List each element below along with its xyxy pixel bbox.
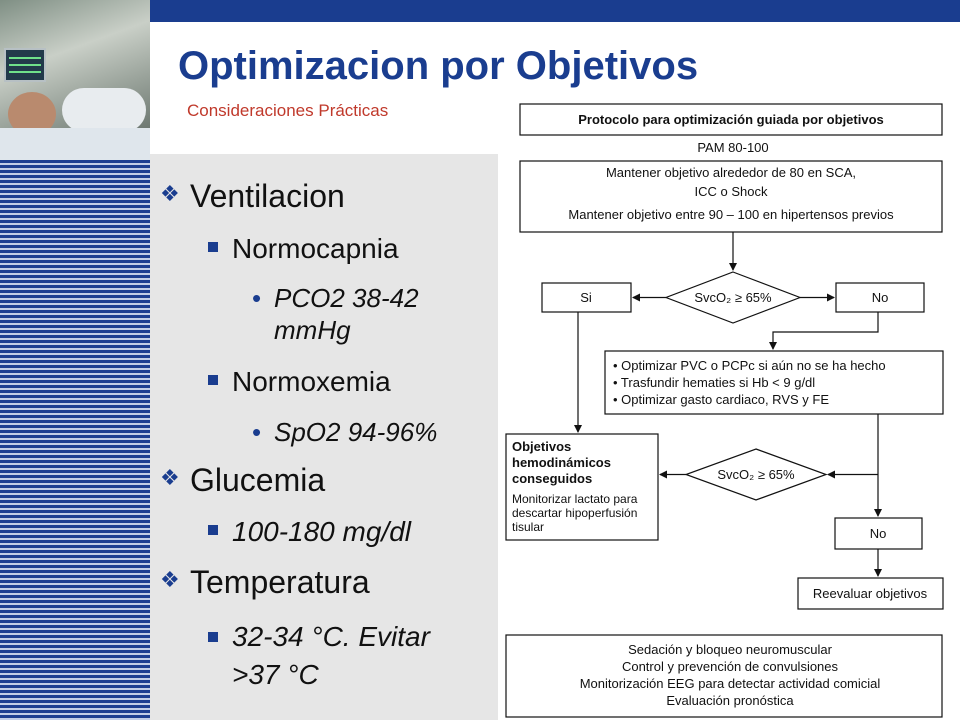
flowchart-title: Protocolo para optimización guiada por objetivos	[578, 112, 884, 127]
no-label: No	[871, 290, 889, 305]
arrow-no-to-actions	[773, 312, 878, 349]
reevaluate-label: Reevaluar objetivos	[812, 586, 928, 601]
diamond-bullet-icon: ❖	[160, 181, 180, 206]
final-line-3: Monitorización EEG para detectar actividad comicial	[579, 676, 881, 691]
slide-subtitle: Consideraciones Prácticas	[187, 101, 389, 120]
bullet-normocapnia-text: Normocapnia	[232, 233, 399, 264]
goals-title-1: Objetivos	[512, 439, 572, 454]
goals-text-2: descartar hipoperfusión	[512, 506, 638, 520]
bullet-normoxemia-text: Normoxemia	[232, 366, 391, 397]
action-line-3: • Optimizar gasto cardiaco, RVS y FE	[613, 392, 829, 407]
decision1-label: SvcO₂ ≥ 65%	[694, 290, 772, 305]
goals-text-3: tisular	[512, 520, 545, 534]
slide-title: Optimizacion por Objetivos	[178, 44, 699, 88]
bullet-glucemia-value-text: 100-180 mg/dl	[232, 516, 412, 547]
dot-bullet-icon: •	[252, 417, 262, 447]
bullet-temperatura-line1: 32-34 °C. Evitar	[232, 621, 430, 652]
pam-line-1: Mantener objetivo alrededor de 80 en SCA,	[605, 165, 857, 180]
bullet-temperatura-line2: >37 °C	[232, 659, 319, 690]
pam-line-2: ICC o Shock	[694, 184, 768, 199]
pam-line-3: Mantener objetivo entre 90 – 100 en hipertensos previos	[568, 207, 894, 222]
bullet-pco2-line2: mmHg	[274, 315, 351, 345]
goals-title-3: conseguidos	[512, 471, 593, 486]
bullet-ventilacion-text: Ventilacion	[190, 178, 345, 214]
action-line-1: • Optimizar PVC o PCPc si aún no se ha hecho	[613, 358, 886, 373]
final-line-4: Evaluación pronóstica	[666, 693, 794, 708]
bullet-spo2-text: SpO2 94-96%	[274, 417, 438, 447]
action-line-2: • Trasfundir hematies si Hb < 9 g/dl	[613, 375, 816, 390]
decision2-label: SvcO₂ ≥ 65%	[717, 467, 795, 482]
pam-label: PAM 80-100	[697, 140, 769, 155]
final-line-1: Sedación y bloqueo neuromuscular	[628, 642, 832, 657]
dot-bullet-icon: •	[252, 283, 262, 313]
goals-text-1: Monitorizar lactato para	[512, 492, 638, 506]
yes-label: Si	[580, 290, 592, 305]
diamond-bullet-icon: ❖	[160, 567, 180, 592]
no2-label: No	[869, 526, 887, 541]
final-line-2: Control y prevención de convulsiones	[621, 659, 839, 674]
diamond-bullet-icon: ❖	[160, 465, 180, 490]
bullet-temperatura-text: Temperatura	[190, 564, 370, 600]
goals-title-2: hemodinámicos	[512, 455, 611, 470]
bullet-glucemia-text: Glucemia	[190, 462, 326, 498]
bullet-pco2-line1: PCO2 38-42	[274, 283, 419, 313]
